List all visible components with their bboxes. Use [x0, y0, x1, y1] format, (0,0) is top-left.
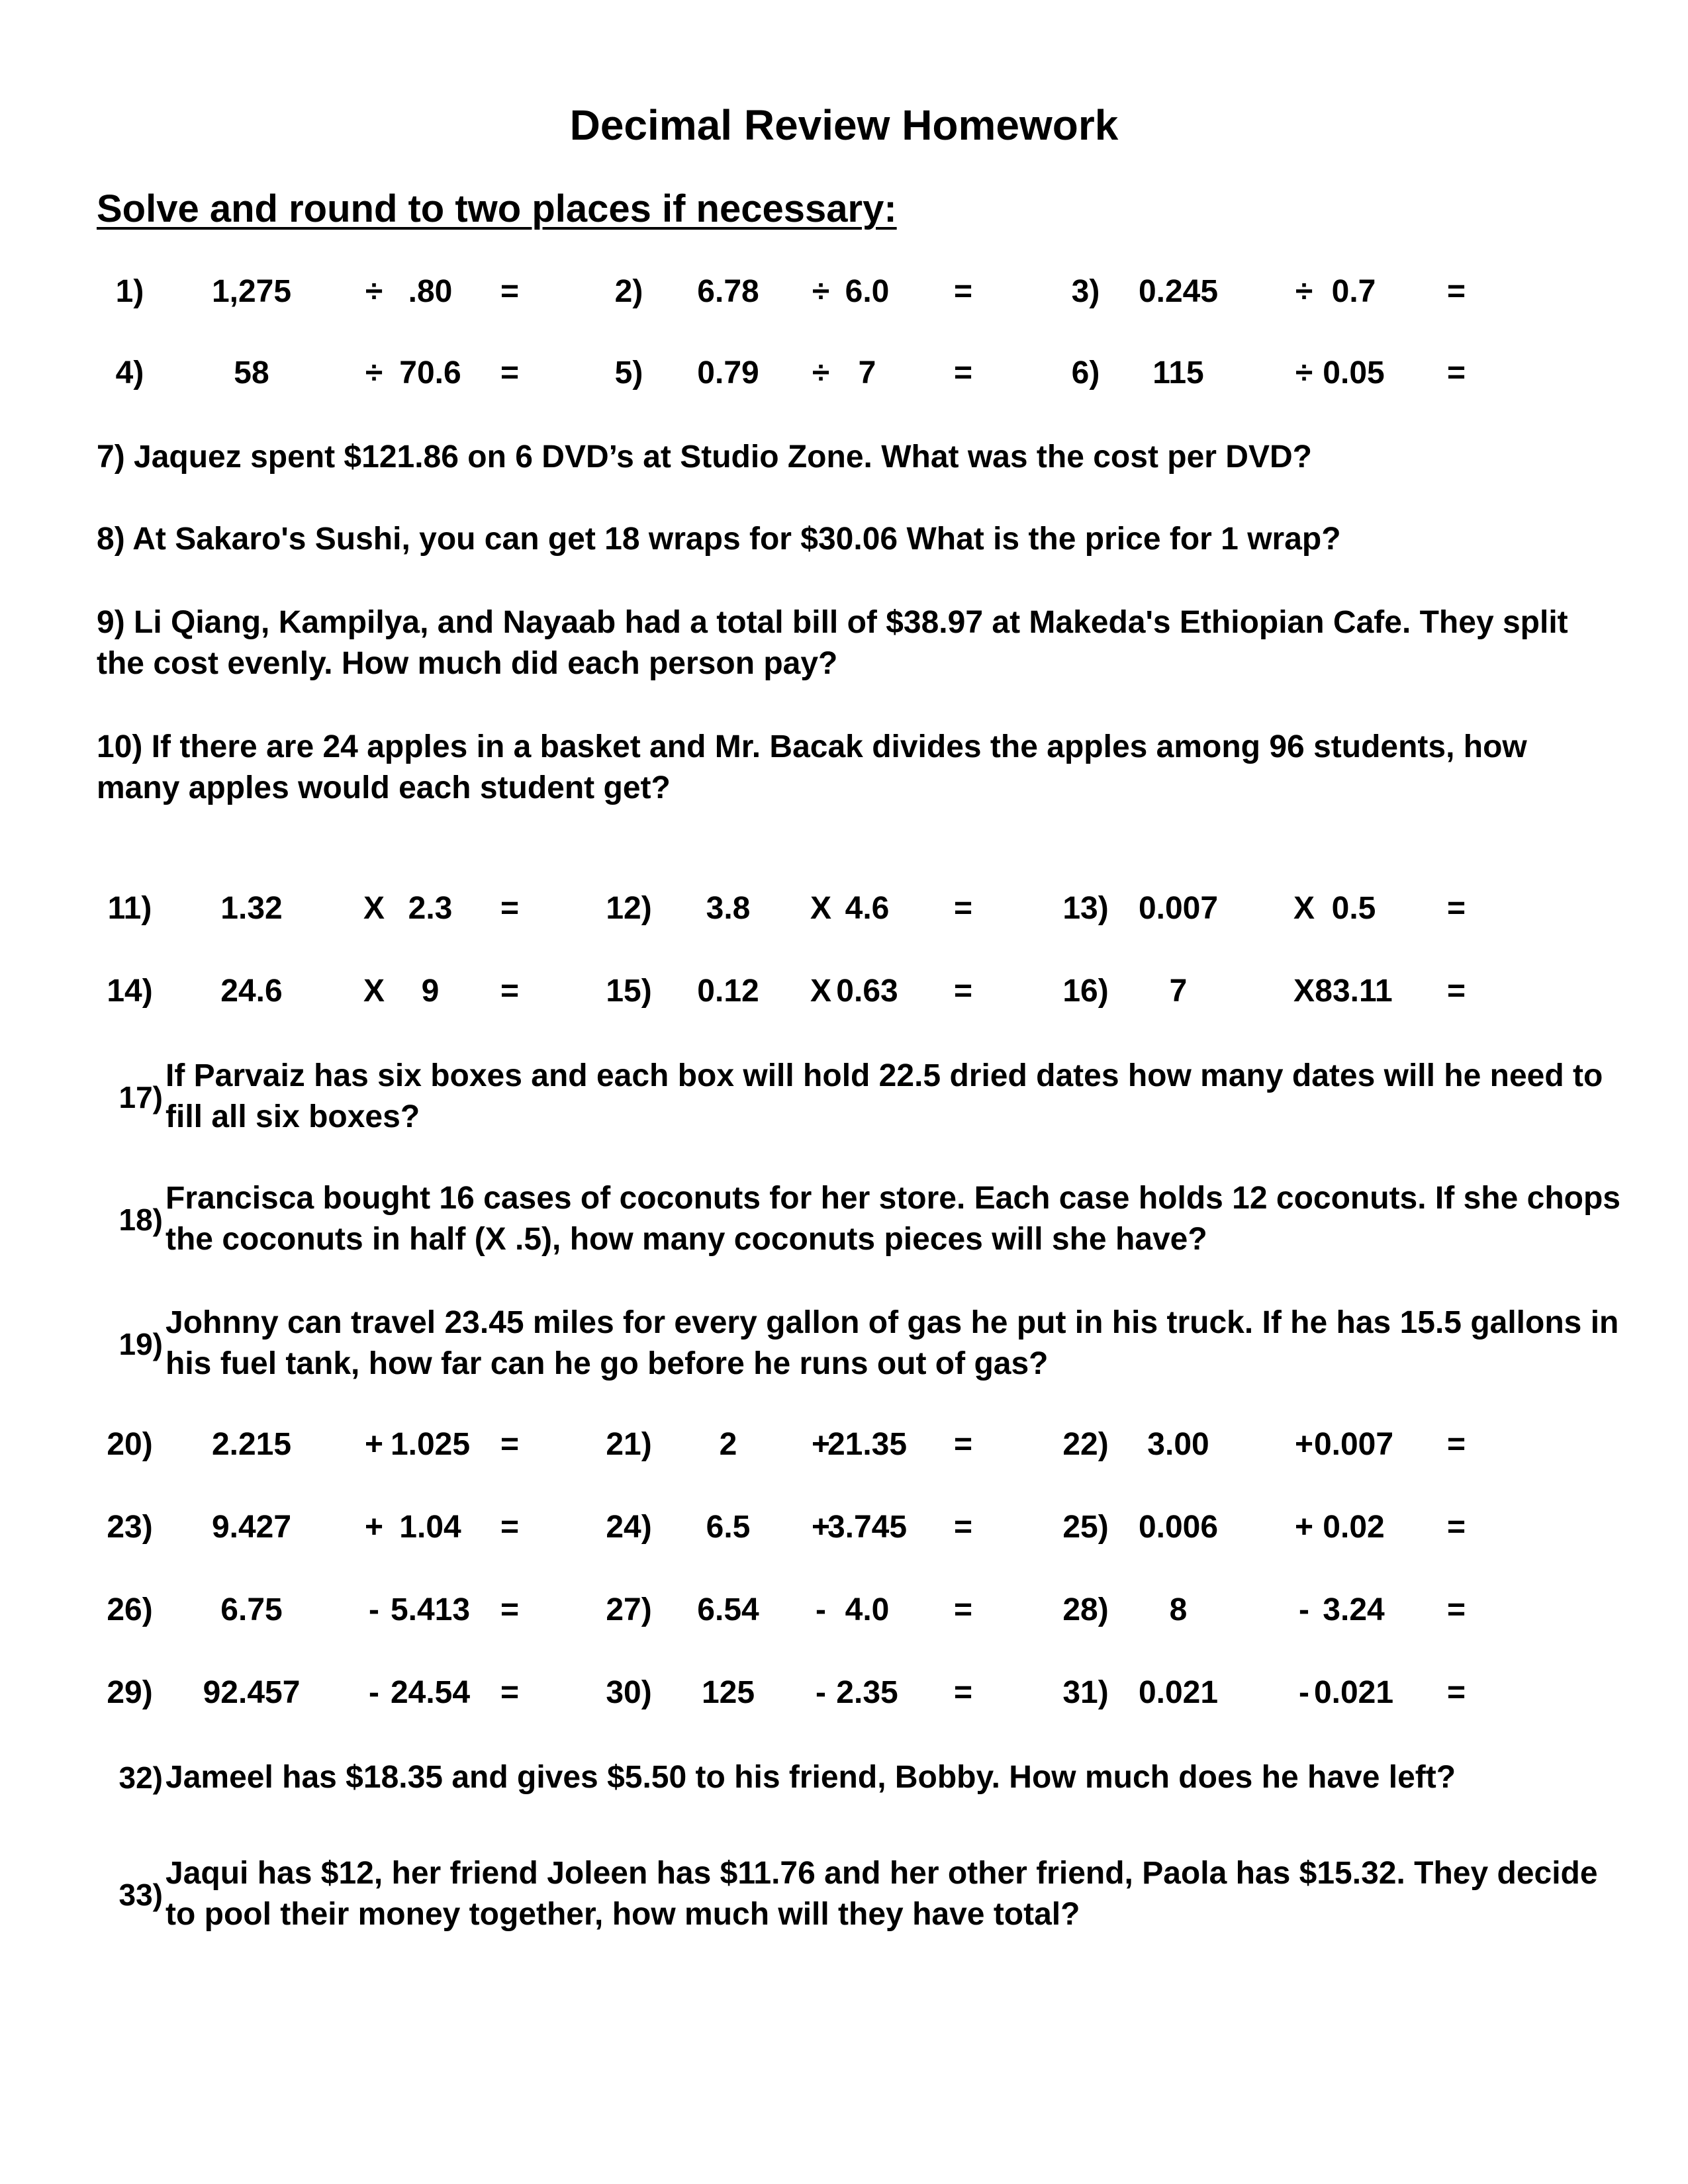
operand-a: 2.215 [211, 1427, 292, 1462]
operand-b: .80 [408, 274, 453, 309]
word-problem: 7) Jaquez spent $121.86 on 6 DVD’s at Studio Zone. What was the cost per DVD? [97, 439, 1312, 475]
equals-sign: = [953, 891, 973, 926]
operand-a: 24.6 [220, 974, 283, 1009]
operand-b: 70.6 [399, 355, 461, 390]
problem-number: 24) [606, 1510, 652, 1545]
equals-sign: = [953, 1675, 973, 1710]
operand-a: 1.32 [220, 891, 283, 926]
word-problem: 8) At Sakaro's Sushi, you can get 18 wraps for $30.06 What is the price for 1 wrap? [97, 522, 1341, 557]
operand-b: 7 [858, 355, 876, 390]
operand-a: 0.007 [1138, 891, 1219, 926]
problem-row [0, 1592, 1688, 1645]
equals-sign: = [1446, 1592, 1466, 1627]
problem-text: Johnny can travel 23.45 miles for every gallon of gas he put in his truck. If he has 15.5 gallons in his fuel tank, how far can he go before he runs out of gas? [165, 1305, 1619, 1381]
problem-number: 11) [107, 891, 152, 926]
operand-a: 58 [234, 355, 269, 390]
equals-sign: = [1446, 974, 1466, 1009]
operator: - [816, 1592, 826, 1627]
operator: ÷ [365, 355, 383, 390]
problem-number: 32) [118, 1760, 163, 1795]
operand-b: 4.0 [845, 1592, 890, 1627]
operand-a: 2 [719, 1427, 737, 1462]
operand-a: 0.245 [1138, 274, 1219, 309]
equals-sign: = [1446, 274, 1466, 309]
problem-row [0, 890, 1688, 943]
operand-a: 0.006 [1138, 1510, 1219, 1545]
operator: X [363, 891, 385, 926]
operator: + [1294, 1510, 1314, 1545]
problem-number: 25) [1062, 1510, 1109, 1545]
problem-text: Jaqui has $12, her friend Joleen has $11.76 and her other friend, Paola has $15.32. They decide to pool their money together, how much will they have total? [165, 1856, 1598, 1932]
problem-number: 19) [118, 1327, 163, 1361]
problem-number: 27) [606, 1592, 652, 1627]
operator: + [811, 1510, 831, 1545]
problem-number: 2) [614, 274, 643, 309]
operand-a: 92.457 [203, 1675, 301, 1710]
problem-text: Jameel has $18.35 and gives $5.50 to his friend, Bobby. How much does he have left? [165, 1760, 1456, 1795]
equals-sign: = [500, 974, 520, 1009]
operand-b: 1.04 [399, 1510, 461, 1545]
operand-a: 125 [701, 1675, 755, 1710]
operand-a: 6.54 [697, 1592, 759, 1627]
operand-b: 4.6 [845, 891, 890, 926]
operator: X [363, 974, 385, 1009]
equals-sign: = [953, 1510, 973, 1545]
operator: + [364, 1427, 384, 1462]
equals-sign: = [1446, 891, 1466, 926]
problem-number: 22) [1062, 1427, 1109, 1462]
operand-a: 7 [1169, 974, 1188, 1009]
problem-number: 17) [118, 1080, 163, 1115]
operand-b: 2.35 [836, 1675, 898, 1710]
problem-number: 14) [107, 974, 153, 1009]
operand-a: 6.78 [697, 274, 759, 309]
operand-b: 21.35 [827, 1427, 908, 1462]
operand-b: 0.05 [1323, 355, 1385, 390]
operand-b: 9 [421, 974, 440, 1009]
instructions: Solve and round to two places if necessary: [97, 187, 897, 230]
problem-number: 5) [614, 355, 643, 390]
operand-b: 0.7 [1331, 274, 1376, 309]
equals-sign: = [953, 274, 973, 309]
operator: + [811, 1427, 831, 1462]
operand-a: 115 [1152, 355, 1204, 390]
problem-number: 31) [1062, 1675, 1109, 1710]
equals-sign: = [500, 274, 520, 309]
problem-number: 21) [606, 1427, 652, 1462]
equals-sign: = [500, 1592, 520, 1627]
equals-sign: = [500, 1510, 520, 1545]
word-problem: 10) If there are 24 apples in a basket and Mr. Bacak divides the apples among 96 students, how many apples would each student get? [97, 729, 1527, 805]
operator: ÷ [1295, 355, 1313, 390]
problem-number: 29) [107, 1675, 153, 1710]
equals-sign: = [953, 974, 973, 1009]
operand-b: 2.3 [408, 891, 453, 926]
operand-b: 0.02 [1323, 1510, 1385, 1545]
equals-sign: = [953, 355, 973, 390]
problem-number: 13) [1062, 891, 1109, 926]
problem-row [0, 1509, 1688, 1562]
operator: - [369, 1592, 379, 1627]
operator: - [816, 1675, 826, 1710]
equals-sign: = [1446, 1427, 1466, 1462]
operand-b: 3.745 [827, 1510, 908, 1545]
operator: X [1293, 974, 1315, 1009]
operator: - [1299, 1592, 1309, 1627]
operand-b: 83.11 [1315, 974, 1393, 1009]
equals-sign: = [1446, 1675, 1466, 1710]
operator: X [810, 974, 831, 1009]
problem-row [0, 973, 1688, 1026]
operand-a: 3.8 [706, 891, 751, 926]
operator: + [1294, 1427, 1314, 1462]
operator: + [364, 1510, 384, 1545]
operator: ÷ [365, 274, 383, 309]
equals-sign: = [500, 355, 520, 390]
problem-number: 18) [118, 1203, 163, 1237]
problem-row [0, 273, 1688, 326]
operand-b: 6.0 [845, 274, 890, 309]
operator: - [369, 1675, 379, 1710]
operand-a: 0.021 [1138, 1675, 1219, 1710]
problem-row [0, 1674, 1688, 1727]
equals-sign: = [500, 1427, 520, 1462]
operand-a: 6.5 [706, 1510, 751, 1545]
equals-sign: = [1446, 1510, 1466, 1545]
problem-number: 20) [107, 1427, 153, 1462]
operand-b: 1.025 [390, 1427, 471, 1462]
operand-a: 0.12 [697, 974, 759, 1009]
problem-row [0, 1426, 1688, 1479]
operand-a: 8 [1169, 1592, 1188, 1627]
problem-number: 15) [606, 974, 652, 1009]
equals-sign: = [500, 1675, 520, 1710]
problem-number: 4) [115, 355, 144, 390]
equals-sign: = [500, 891, 520, 926]
operand-b: 0.021 [1313, 1675, 1394, 1710]
problem-number: 3) [1071, 274, 1100, 309]
operator: ÷ [812, 274, 830, 309]
equals-sign: = [953, 1427, 973, 1462]
problem-row [0, 355, 1688, 408]
equals-sign: = [953, 1592, 973, 1627]
operand-b: 24.54 [390, 1675, 471, 1710]
operand-b: 0.5 [1331, 891, 1376, 926]
operand-a: 3.00 [1147, 1427, 1209, 1462]
problem-number: 26) [107, 1592, 153, 1627]
problem-text: Francisca bought 16 cases of coconuts for her store. Each case holds 12 coconuts. If she chops the coconuts in half (X .5), how many coconuts pieces will she have? [165, 1181, 1620, 1257]
problem-number: 1) [115, 274, 144, 309]
operator: X [1293, 891, 1315, 926]
problem-text: If Parvaiz has six boxes and each box will hold 22.5 dried dates how many dates will he need to fill all six boxes? [165, 1058, 1603, 1134]
operator: ÷ [812, 355, 830, 390]
word-problem: 9) Li Qiang, Kampilya, and Nayaab had a total bill of $38.97 at Makeda's Ethiopian Cafe. They split the cost evenly. How much did each person pay? [97, 605, 1568, 681]
equals-sign: = [1446, 355, 1466, 390]
problem-number: 12) [606, 891, 652, 926]
problem-number: 33) [118, 1878, 163, 1912]
problem-number: 28) [1062, 1592, 1109, 1627]
operand-a: 6.75 [220, 1592, 283, 1627]
operand-b: 3.24 [1323, 1592, 1385, 1627]
problem-number: 16) [1062, 974, 1109, 1009]
operator: ÷ [1295, 274, 1313, 309]
operand-a: 9.427 [211, 1510, 292, 1545]
problem-number: 30) [606, 1675, 652, 1710]
problem-number: 6) [1071, 355, 1100, 390]
operator: - [1299, 1675, 1309, 1710]
operand-a: 1,275 [211, 274, 292, 309]
operand-a: 0.79 [697, 355, 759, 390]
operand-b: 5.413 [390, 1592, 471, 1627]
problem-number: 23) [107, 1510, 153, 1545]
page-title: Decimal Review Homework [569, 101, 1119, 149]
operator: X [810, 891, 831, 926]
operand-b: 0.007 [1313, 1427, 1394, 1462]
operand-b: 0.63 [836, 974, 898, 1009]
